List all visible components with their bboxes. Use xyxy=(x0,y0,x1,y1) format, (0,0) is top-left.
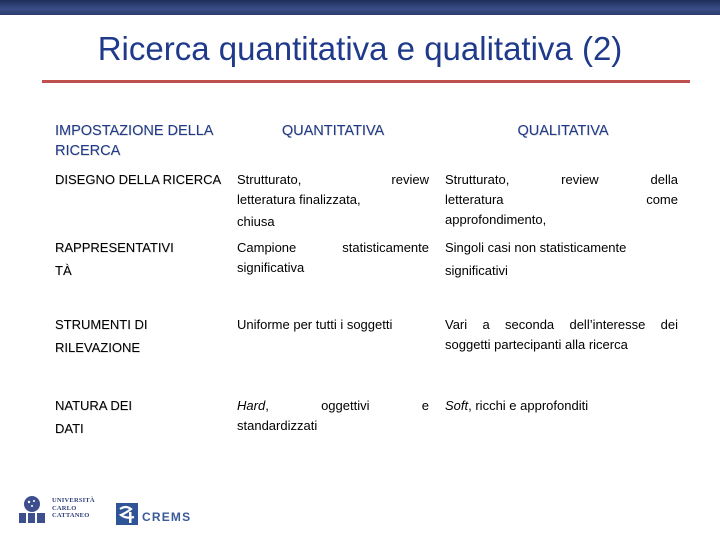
slide-title: Ricerca quantitativa e qualitativa (2) xyxy=(97,30,623,67)
label-line: TÀ xyxy=(55,263,72,278)
cell-natura-quantitativa xyxy=(237,396,429,436)
cell-natura-qualitativa xyxy=(445,396,678,416)
top-banner xyxy=(0,0,720,15)
header-quantitativa: QUANTITATIVA xyxy=(281,123,385,139)
cell-line: significativi xyxy=(445,263,508,278)
cell-line: Strutturato, review xyxy=(237,172,429,187)
row-label-rappresentativita xyxy=(55,238,235,281)
cell-line: standardizzati xyxy=(237,418,318,433)
crems-icon xyxy=(116,503,138,525)
label-line: RILEVAZIONE xyxy=(55,340,141,355)
cell-rappresentativita-quantitativa xyxy=(237,238,429,278)
cell-line: Vari a seconda dell’interesse dei xyxy=(445,317,678,332)
cell-line: Singoli casi non statisticamente xyxy=(445,240,627,255)
cell-text: , oggettivi e xyxy=(265,398,429,413)
crems-logo-text: CREMS xyxy=(142,510,192,524)
row-label-natura xyxy=(55,396,235,439)
university-line: CATTANEO xyxy=(52,512,90,519)
soft-term: Soft xyxy=(445,398,469,413)
cell-line: letteratura come xyxy=(445,192,678,207)
crems-logo-mark xyxy=(116,503,138,525)
header-impostazione: IMPOSTAZIONE DELLA RICERCA xyxy=(55,123,213,159)
hard-term: Hard xyxy=(237,398,266,413)
label-line: DATI xyxy=(55,421,84,436)
cell-disegno-quantitativa xyxy=(237,170,429,232)
cell-strumenti-quantitativa: Uniforme per tutti i soggetti xyxy=(237,317,393,332)
university-emblem-icon xyxy=(16,494,48,524)
cell-line: chiusa xyxy=(237,214,275,229)
title-underline xyxy=(42,80,690,83)
row-label-disegno: DISEGNO DELLA RICERCA xyxy=(55,172,222,187)
row-label-strumenti xyxy=(55,315,235,358)
label-line: RAPPRESENTATIVI xyxy=(55,240,174,255)
cell-line xyxy=(237,396,429,416)
university-logo xyxy=(16,494,48,524)
label-line: STRUMENTI DI xyxy=(55,317,148,332)
cell-strumenti-qualitativa xyxy=(445,315,678,355)
cell-line: Strutturato, review della xyxy=(445,172,678,187)
cell-line: soggetti partecipanti alla ricerca xyxy=(445,337,628,352)
cell-disegno-qualitativa xyxy=(445,170,678,230)
cell-line: approfondimento, xyxy=(445,212,547,227)
cell-line: Campione statisticamente xyxy=(237,240,429,255)
university-line: CARLO xyxy=(52,504,77,512)
cell-line: letteratura finalizzata, xyxy=(237,192,361,207)
cell-text: , ricchi e approfonditi xyxy=(468,398,589,413)
label-line: NATURA DEI xyxy=(55,398,133,413)
cell-rappresentativita-qualitativa xyxy=(445,238,678,281)
header-qualitativa: QUALITATIVA xyxy=(517,123,609,139)
cell-line: significativa xyxy=(237,260,305,275)
university-name xyxy=(52,497,95,520)
university-line: UNIVERSITÀ xyxy=(52,497,95,504)
